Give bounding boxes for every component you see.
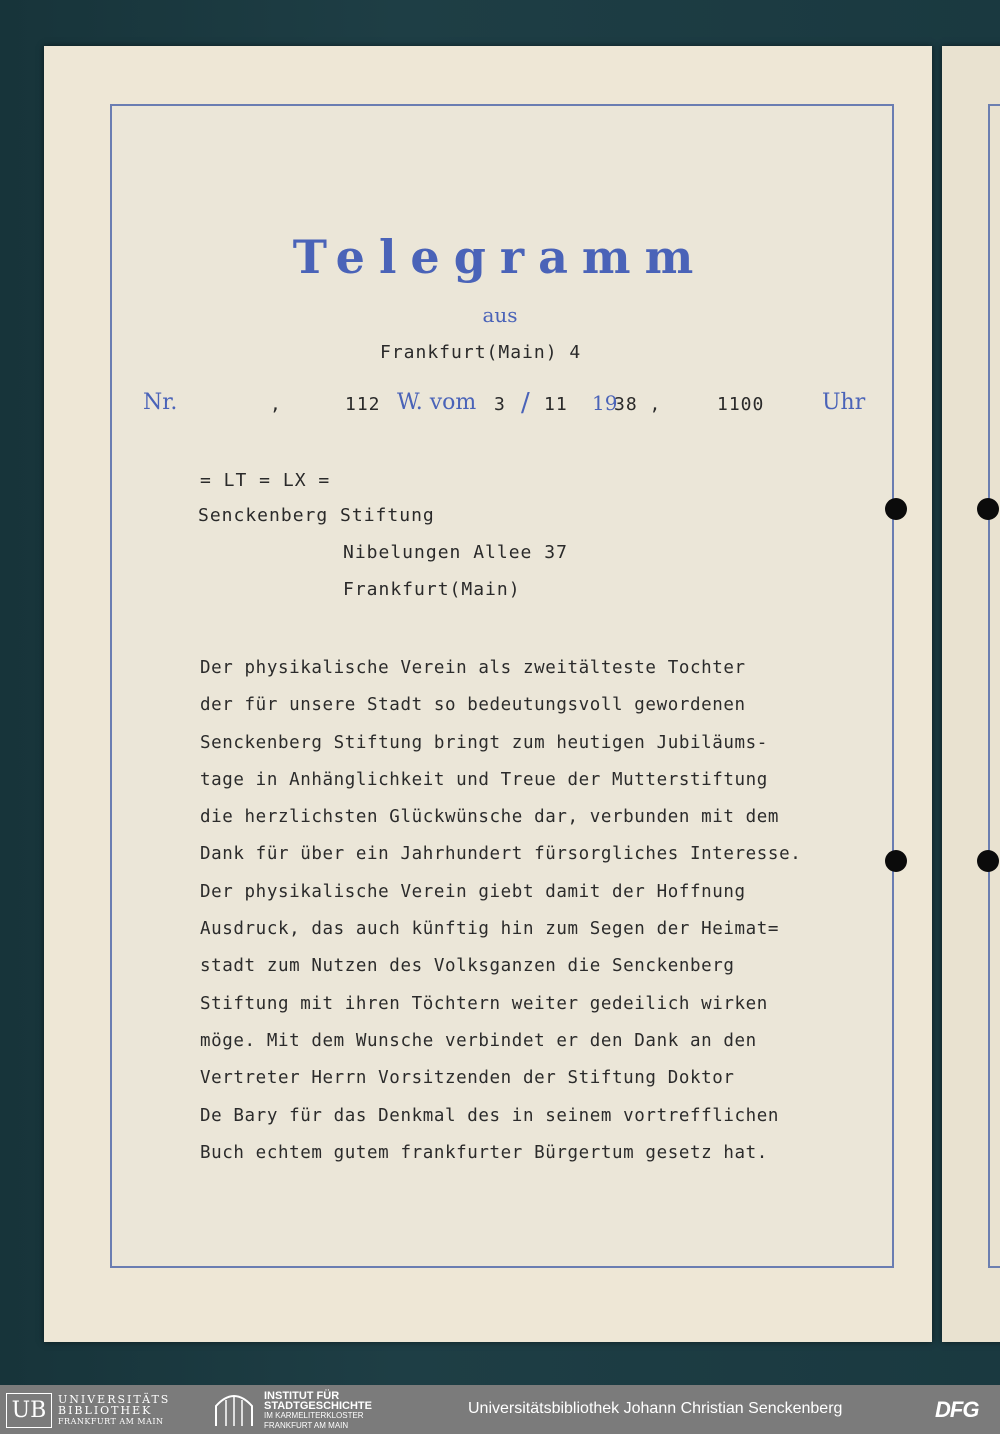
recipient-city: Frankfurt(Main)	[343, 579, 521, 600]
library-name[interactable]: Universitätsbibliothek Johann Christian Senckenberg	[468, 1400, 843, 1417]
message-line: Dank für über ein Jahrhundert fürsorgliches Interesse.	[200, 844, 802, 865]
isg-line: INSTITUT FÜR	[264, 1390, 340, 1402]
message-line: Ausdruck, das auch künftig hin zum Segen der Heimat=	[200, 919, 780, 940]
isg-line: IM KARMELITERKLOSTER	[264, 1411, 364, 1420]
punch-hole	[977, 850, 999, 872]
message-body	[200, 650, 880, 1172]
date-month: 11	[544, 394, 568, 415]
nr-label: Nr.	[143, 390, 178, 415]
uhr-label: Uhr	[822, 390, 866, 415]
punch-hole	[885, 498, 907, 520]
w-vom-label: W. vom	[397, 390, 477, 415]
message-line: die herzlichsten Glückwünsche dar, verbunden mit dem	[200, 807, 780, 828]
ub-line: FRANKFURT AM MAIN	[58, 1417, 164, 1426]
message-line: Stiftung mit ihren Töchtern weiter gedeilich wirken	[200, 993, 768, 1014]
ub-logo-icon: UB	[6, 1393, 52, 1428]
message-line: möge. Mit dem Wunsche verbindet er den Dank an den	[200, 1030, 757, 1051]
ub-logo-link[interactable]	[6, 1391, 196, 1428]
message-line: Senckenberg Stiftung bringt zum heutigen Jubiläums-	[200, 732, 768, 753]
ub-name	[58, 1394, 170, 1427]
isg-arch-icon	[214, 1392, 254, 1426]
isg-line: STADTGESCHICHTE	[264, 1400, 372, 1412]
dfg-logo[interactable]: DFG	[935, 1397, 979, 1422]
date-slash: /	[521, 388, 530, 418]
message-line: De Bary für das Denkmal des in seinem vortrefflichen	[200, 1105, 780, 1126]
isg-line: FRANKFURT AM MAIN	[264, 1421, 349, 1430]
message-line: stadt zum Nutzen des Volksganzen die Senckenberg	[200, 956, 735, 977]
ub-line: BIBLIOTHEK	[58, 1404, 153, 1417]
origin-office: Frankfurt(Main) 4	[380, 342, 582, 363]
footer-bar	[0, 1385, 1000, 1434]
comma-mark: ,	[270, 394, 282, 415]
isg-name[interactable]	[264, 1391, 372, 1431]
message-line: der für unsere Stadt so bedeutungsvoll gewordenen	[200, 695, 746, 716]
recipient-street: Nibelungen Allee 37	[343, 542, 568, 563]
aus-label: aus	[482, 303, 518, 327]
time: 1100	[717, 394, 765, 415]
message-line: tage in Anhänglichkeit und Treue der Mutterstiftung	[200, 769, 768, 790]
year-suffix: 38 ,	[614, 394, 662, 415]
date-day: 3	[494, 394, 506, 415]
telegram-title: Telegramm	[292, 230, 708, 284]
next-page-frame	[988, 104, 1000, 1268]
year-prefix: 19	[592, 391, 618, 415]
message-line: Der physikalische Verein als zweitälteste Tochter	[200, 658, 746, 678]
recipient-name: Senckenberg Stiftung	[198, 505, 435, 526]
punch-hole	[885, 850, 907, 872]
message-line: Buch echtem gutem frankfurter Bürgertum gesetz hat.	[200, 1142, 768, 1163]
message-line: Der physikalische Verein giebt damit der Hoffnung	[200, 881, 746, 902]
telegram-number: 112	[345, 394, 381, 415]
service-marks: = LT = LX =	[200, 470, 331, 491]
message-line: Vertreter Herrn Vorsitzenden der Stiftung Doktor	[200, 1068, 735, 1089]
ub-line: UNIVERSITÄTS	[58, 1393, 171, 1406]
punch-hole	[977, 498, 999, 520]
